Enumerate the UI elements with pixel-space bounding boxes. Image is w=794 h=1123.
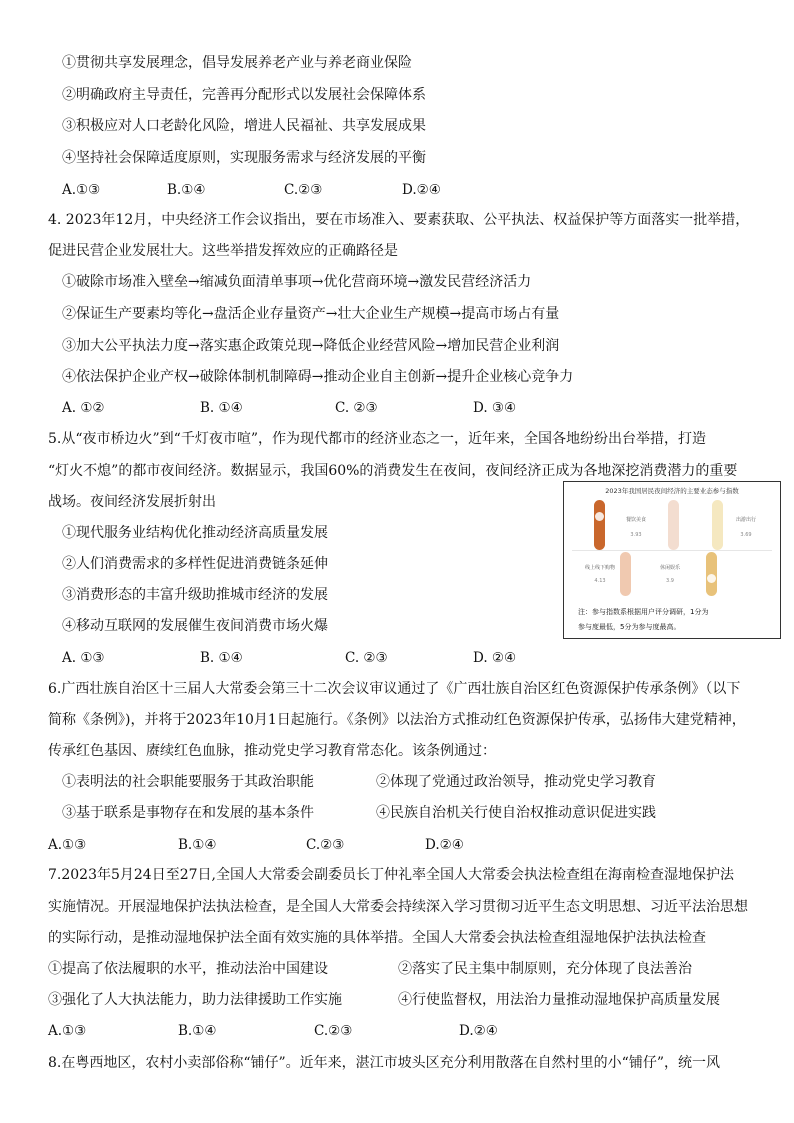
q4-answer-b: B. ①④ — [200, 400, 243, 416]
q6-stem-line-3: 传承红色基因、赓续红色血脉，推动党史学习教育常态化。该条例通过： — [48, 743, 496, 759]
bar-shopping — [620, 552, 631, 596]
q4-option-4: ④依法保护企业产权→破除体制机制障碍→推动企业自主创新→提升企业核心竞争力 — [62, 369, 574, 385]
q7-stem-line-3: 的实际行动，是推动湿地保护法全面有效实施的具体举措。全国人大常委会执法检查组湿地保护法执法检查 — [48, 930, 706, 946]
q6-answer-d: D.②④ — [425, 837, 464, 853]
q3-answer-a: A.①③ — [62, 182, 101, 198]
q5-stem-line-2: “灯火不熄”的都市夜间经济。数据显示，我国60%的消费发生在夜间，夜间经济正成为各地深挖消费潜力的重要 — [48, 463, 738, 479]
q4-stem-line-1: 4. 2023年12月，中央经济工作会议指出，要在市场准入、要素获取、公平执法、权益保护等方面落实一批举措， — [48, 212, 750, 228]
bar-dining — [594, 500, 605, 550]
q4-option-1: ①破除市场准入壁垒→缩减负面清单事项→优化营商环境→激发民营经济活力 — [62, 274, 532, 290]
q5-option-1: ①现代服务业结构优化推动经济高质量发展 — [62, 525, 328, 541]
value-travel: 3.69 — [740, 532, 752, 538]
q7-stem-line-2: 实施情况。开展湿地保护法执法检查，是全国人大常委会持续深入学习贯彻习近平生态文明思想、习近平法治思想 — [48, 899, 748, 915]
value-shopping: 4.13 — [594, 578, 606, 584]
q6-option-1: ①表明法的社会职能要服务于其政治职能 — [62, 774, 314, 790]
q7-option-2: ②落实了民主集中制原则，充分体现了良法善治 — [398, 961, 692, 977]
q7-answer-b: B.①④ — [178, 1023, 217, 1039]
bar-fitness — [706, 552, 717, 596]
q6-option-2: ②体现了党通过政治领导，推动党史学习教育 — [376, 774, 656, 790]
value-dining: 3.93 — [630, 532, 642, 538]
q5-option-3: ③消费形态的丰富升级助推城市经济的发展 — [62, 587, 328, 603]
label-dining: 餐饮美食 — [625, 517, 646, 523]
chart-divider — [572, 550, 772, 551]
q5-answer-a: A. ①③ — [62, 650, 105, 666]
q7-answer-c: C.②③ — [314, 1023, 353, 1039]
label-leisure: 休闲娱乐 — [659, 565, 680, 571]
q4-answer-d: D. ③④ — [473, 400, 517, 416]
q7-option-4: ④行使监督权，用法治力量推动湿地保护高质量发展 — [398, 992, 720, 1008]
chart-note-line-2: 参与度最低，5分为参与度最高。 — [578, 623, 681, 631]
q3-answer-b: B.①④ — [167, 182, 206, 198]
bar-travel — [712, 500, 723, 550]
q7-option-1: ①提高了依法履职的水平，推动法治中国建设 — [48, 961, 328, 977]
q7-answer-d: D.②④ — [459, 1023, 498, 1039]
q3-option-1: ①贯彻共享发展理念，倡导发展养老产业与养老商业保险 — [62, 55, 412, 71]
q7-option-3: ③强化了人大执法能力，助力法律援助工作实施 — [48, 992, 342, 1008]
value-leisure: 3.9 — [666, 578, 674, 584]
q6-answer-a: A.①③ — [48, 837, 87, 853]
q6-stem-line-1: 6.广西壮族自治区十三届人大常委会第三十二次会议审议通过了《广西壮族自治区红色资源保护传承条例》（以下 — [48, 681, 741, 697]
q4-answer-a: A. ①② — [62, 400, 105, 416]
q3-option-3: ③积极应对人口老龄化风险，增进人民福祉、共享发展成果 — [62, 118, 426, 134]
chart-note-line-1: 注：参与指数系根据用户评分调研，1分为 — [578, 608, 709, 616]
q3-option-4: ④坚持社会保障适度原则，实现服务需求与经济发展的平衡 — [62, 150, 426, 166]
q5-option-2: ②人们消费需求的多样性促进消费链条延伸 — [62, 556, 328, 572]
q3-answer-c: C.②③ — [284, 182, 323, 198]
chart-title: 2023年我国居民夜间经济的主要业态参与指数 — [605, 487, 739, 495]
q6-stem-line-2: 简称《条例》)，并将于2023年10月1日起施行。《条例》以法治方式推动红色资源保护传承，弘扬伟大建党精神， — [48, 712, 746, 728]
q4-stem-line-2: 促进民营企业发展壮大。这些举措发挥效应的正确路径是 — [48, 243, 398, 259]
q6-answer-c: C.②③ — [306, 837, 345, 853]
q6-option-4: ④民族自治机关行使自治权推动意识促进实践 — [376, 805, 656, 821]
q6-option-3: ③基于联系是事物存在和发展的基本条件 — [62, 805, 314, 821]
q4-answer-c: C. ②③ — [335, 400, 378, 416]
q4-option-3: ③加大公平执法力度→落实惠企政策兑现→降低企业经营风险→增加民营企业利润 — [62, 338, 560, 354]
q7-stem-line-1: 7.2023年5月24日至27日,全国人大常委会副委员长丁仲礼率全国人大常委会执法检查组在海南检查湿地保护法 — [48, 867, 734, 883]
q3-answer-d: D.②④ — [402, 182, 441, 198]
q5-answer-c: C. ②③ — [345, 650, 388, 666]
q8-stem-line-1: 8.在粤西地区，农村小卖部俗称“铺仔”。近年来，湛江市坡头区充分利用散落在自然村里的小“铺仔”，统一风 — [48, 1055, 720, 1071]
bar-top-middle — [668, 500, 679, 550]
night-economy-chart — [563, 481, 781, 639]
q6-answer-b: B.①④ — [178, 837, 217, 853]
fitness-icon — [707, 574, 716, 583]
q5-answer-d: D. ②④ — [473, 650, 517, 666]
q5-stem-line-3: 战场。夜间经济发展折射出 — [48, 494, 216, 510]
q4-option-2: ②保证生产要素均等化→盘活企业存量资产→壮大企业生产规模→提高市场占有量 — [62, 306, 560, 322]
label-shopping: 线上线下购物 — [584, 565, 615, 571]
q5-option-4: ④移动互联网的发展催生夜间消费市场火爆 — [62, 618, 328, 634]
dining-icon — [595, 512, 604, 521]
q7-answer-a: A.①③ — [48, 1023, 87, 1039]
q5-stem-line-1: 5.从“夜市桥边火”到“千灯夜市喧”，作为现代都市的经济业态之一，近年来，全国各地纷纷出台举措，打造 — [48, 431, 706, 447]
q5-answer-b: B. ①④ — [200, 650, 243, 666]
label-travel: 出游出行 — [735, 517, 756, 523]
q3-option-2: ②明确政府主导责任，完善再分配形式以发展社会保障体系 — [62, 87, 426, 103]
